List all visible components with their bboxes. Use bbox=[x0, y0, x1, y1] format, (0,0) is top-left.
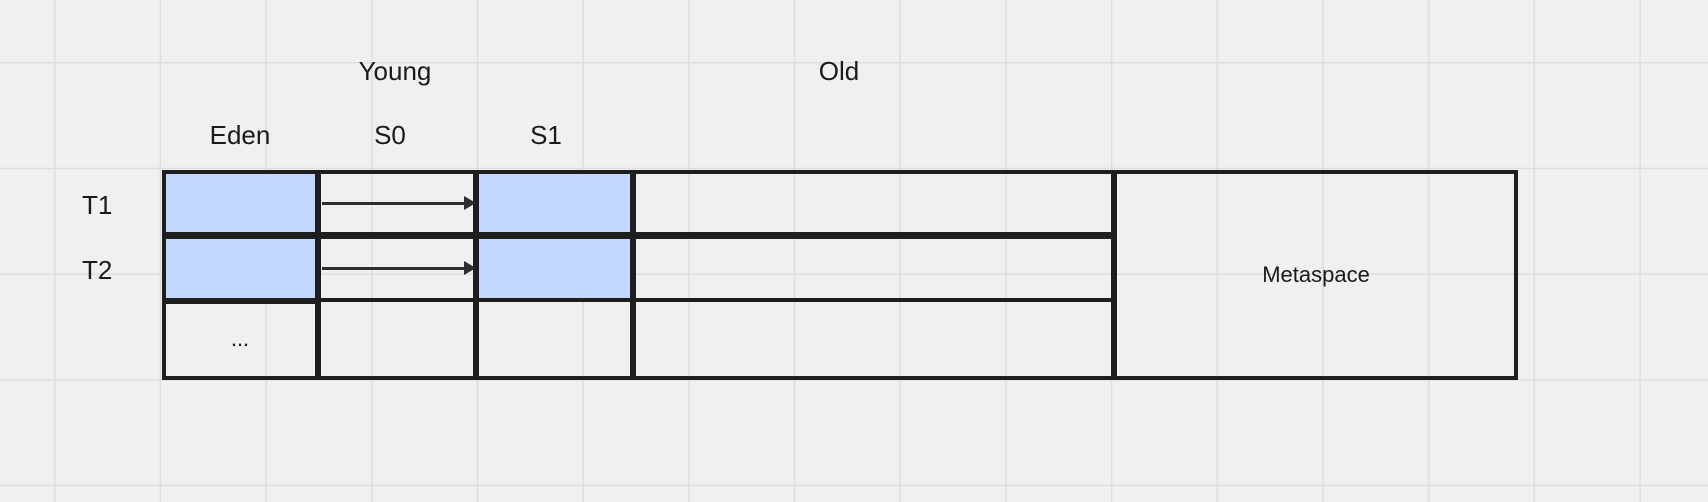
row-label-t1: T1 bbox=[82, 190, 113, 220]
t2-eden-cell bbox=[164, 239, 316, 301]
more-rows-ellipsis: ... bbox=[230, 326, 250, 351]
s1-old-divider bbox=[630, 170, 636, 379]
t1-eden-cell bbox=[164, 174, 316, 233]
t1-copy-arrow-head-icon bbox=[464, 196, 476, 210]
eden-label: Eden bbox=[209, 120, 271, 150]
eden-s0-divider bbox=[315, 170, 321, 379]
grid-top-border bbox=[162, 170, 1518, 174]
grid-left-border bbox=[162, 170, 166, 379]
old-generation-label: Old bbox=[818, 56, 860, 86]
grid-bottom-border bbox=[162, 376, 1518, 380]
s1-label: S1 bbox=[530, 120, 562, 150]
t1-s1-cell bbox=[478, 174, 631, 233]
t2-row-divider-eden bbox=[162, 298, 321, 304]
t2-copy-arrow-head-icon bbox=[464, 261, 476, 275]
t2-row-divider bbox=[321, 298, 1115, 302]
t2-s1-cell bbox=[478, 239, 631, 301]
old-metaspace-divider bbox=[1111, 170, 1117, 379]
row-label-t2: T2 bbox=[82, 255, 113, 285]
s0-label: S0 bbox=[374, 120, 406, 150]
metaspace-right-border bbox=[1514, 170, 1518, 379]
t2-copy-arrow-line bbox=[322, 267, 466, 270]
t1-t2-divider bbox=[162, 232, 1115, 239]
young-generation-label: Young bbox=[358, 56, 432, 86]
metaspace-label: Metaspace bbox=[1262, 262, 1370, 287]
t1-copy-arrow-line bbox=[322, 202, 466, 205]
